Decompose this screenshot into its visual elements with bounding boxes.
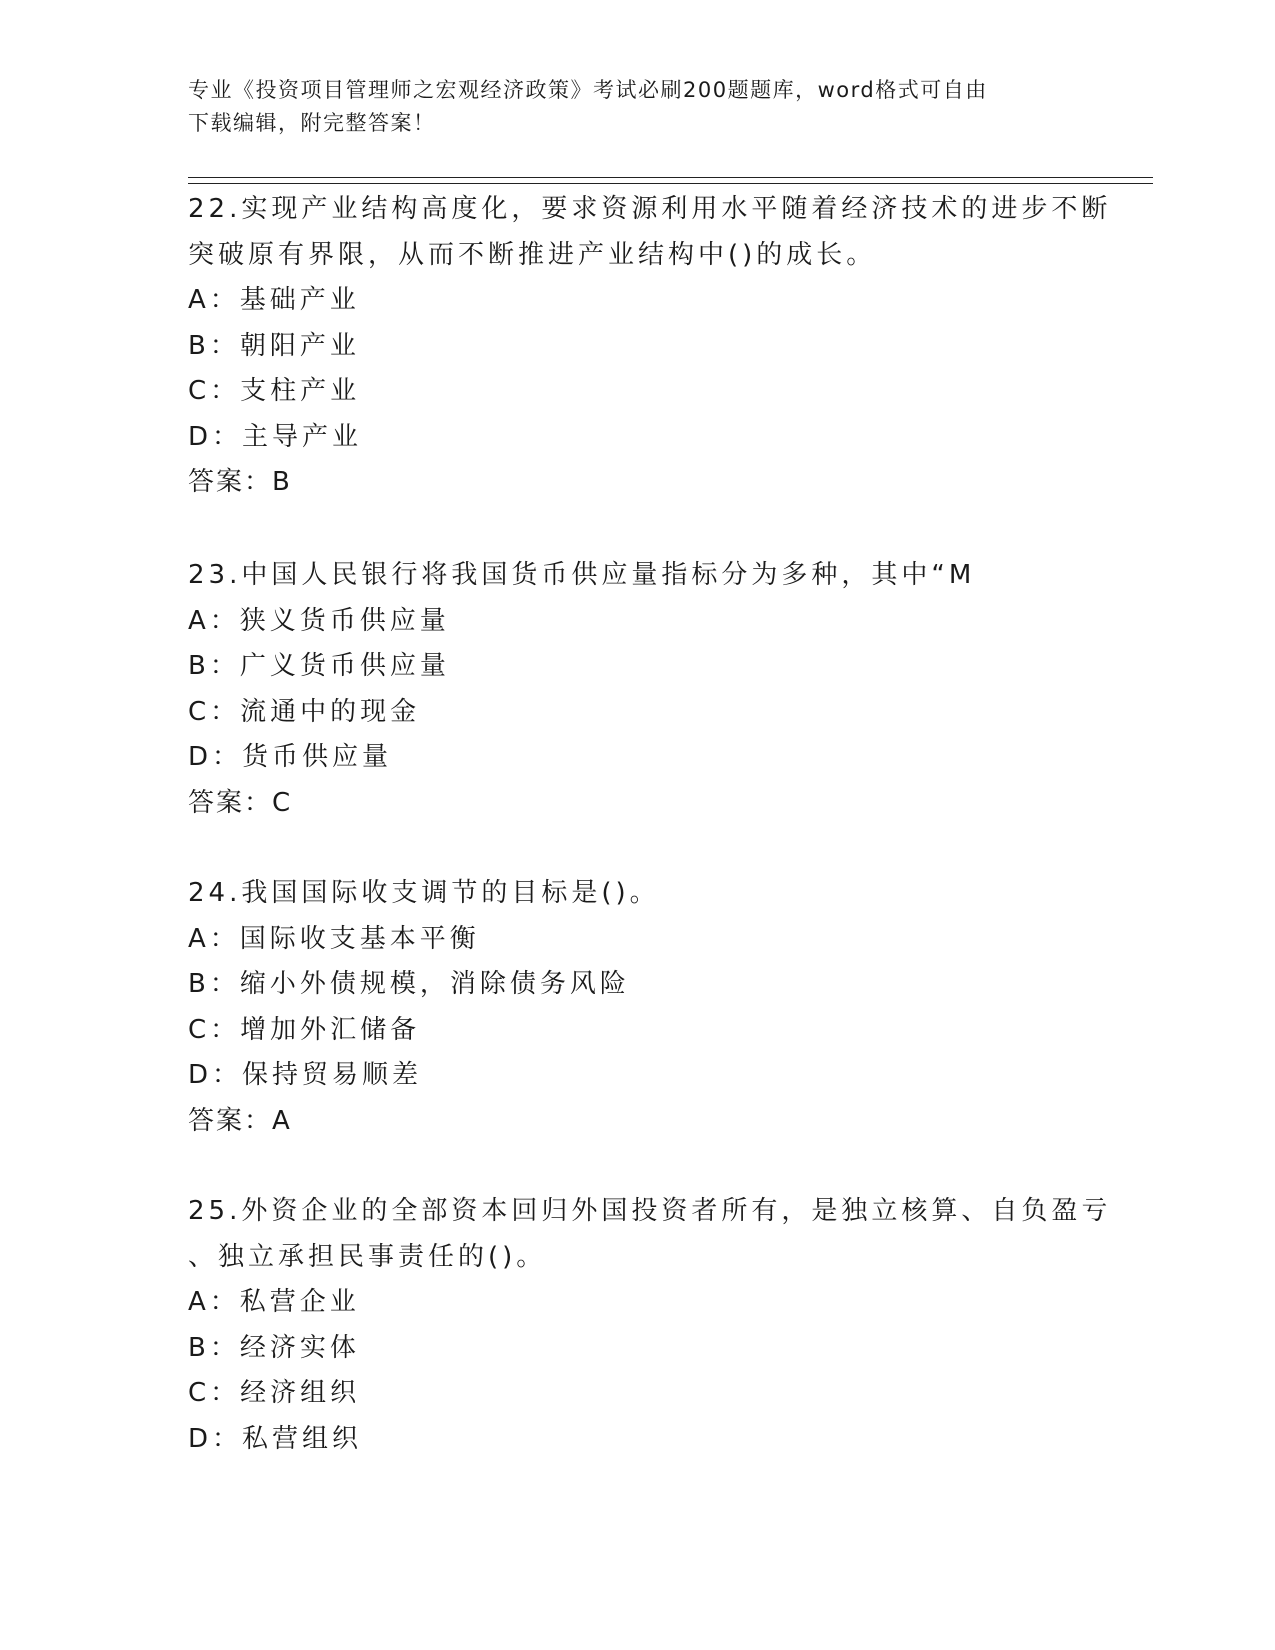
option-d: D：私营组织 bbox=[188, 1423, 363, 1454]
option-d: D：货币供应量 bbox=[188, 742, 393, 772]
option-a: A：基础产业 bbox=[188, 285, 360, 315]
question-24 bbox=[188, 871, 1088, 1144]
question-stem-line: 突破原有界限，从而不断推进产业结构中()的成长。 bbox=[188, 239, 877, 270]
answer-line: 答案：A bbox=[188, 1105, 292, 1136]
intro-line-2: 下载编辑，附完整答案！ bbox=[188, 111, 436, 135]
option-a: A：国际收支基本平衡 bbox=[188, 923, 480, 954]
header-divider-bottom bbox=[188, 183, 1153, 184]
option-d: D：保持贸易顺差 bbox=[188, 1060, 423, 1090]
answer-line: 答案：B bbox=[188, 467, 292, 497]
option-d: D：主导产业 bbox=[188, 421, 363, 452]
question-stem-line: 、独立承担民事责任的()。 bbox=[188, 1241, 547, 1272]
document-intro bbox=[188, 74, 1068, 140]
option-c: C：经济组织 bbox=[188, 1378, 361, 1408]
header-divider-top bbox=[188, 177, 1153, 178]
question-23 bbox=[188, 553, 1088, 826]
question-25 bbox=[188, 1189, 1112, 1462]
option-b: B：朝阳产业 bbox=[188, 330, 360, 361]
option-c: C：增加外汇储备 bbox=[188, 1014, 421, 1045]
option-a: A：狭义货币供应量 bbox=[188, 605, 450, 636]
question-stem-line: 25.外资企业的全部资本回归外国投资者所有，是独立核算、自负盈亏 bbox=[188, 1196, 1112, 1226]
intro-line-1: 专业《投资项目管理师之宏观经济政策》考试必刷200题题库，word格式可自由 bbox=[188, 78, 988, 102]
option-c: C：流通中的现金 bbox=[188, 696, 421, 727]
answer-line: 答案：C bbox=[188, 787, 293, 818]
option-b: B：经济实体 bbox=[188, 1332, 360, 1363]
option-a: A：私营企业 bbox=[188, 1287, 360, 1317]
question-stem-line: 24.我国国际收支调节的目标是()。 bbox=[188, 878, 660, 908]
option-b: B：缩小外债规模，消除债务风险 bbox=[188, 969, 630, 999]
question-stem-line: 23.中国人民银行将我国货币供应量指标分为多种，其中“M bbox=[188, 560, 976, 590]
option-b: B：广义货币供应量 bbox=[188, 651, 450, 681]
option-c: C：支柱产业 bbox=[188, 376, 361, 406]
question-stem-line: 22.实现产业结构高度化，要求资源利用水平随着经济技术的进步不断 bbox=[188, 194, 1112, 224]
question-22 bbox=[188, 187, 1112, 506]
